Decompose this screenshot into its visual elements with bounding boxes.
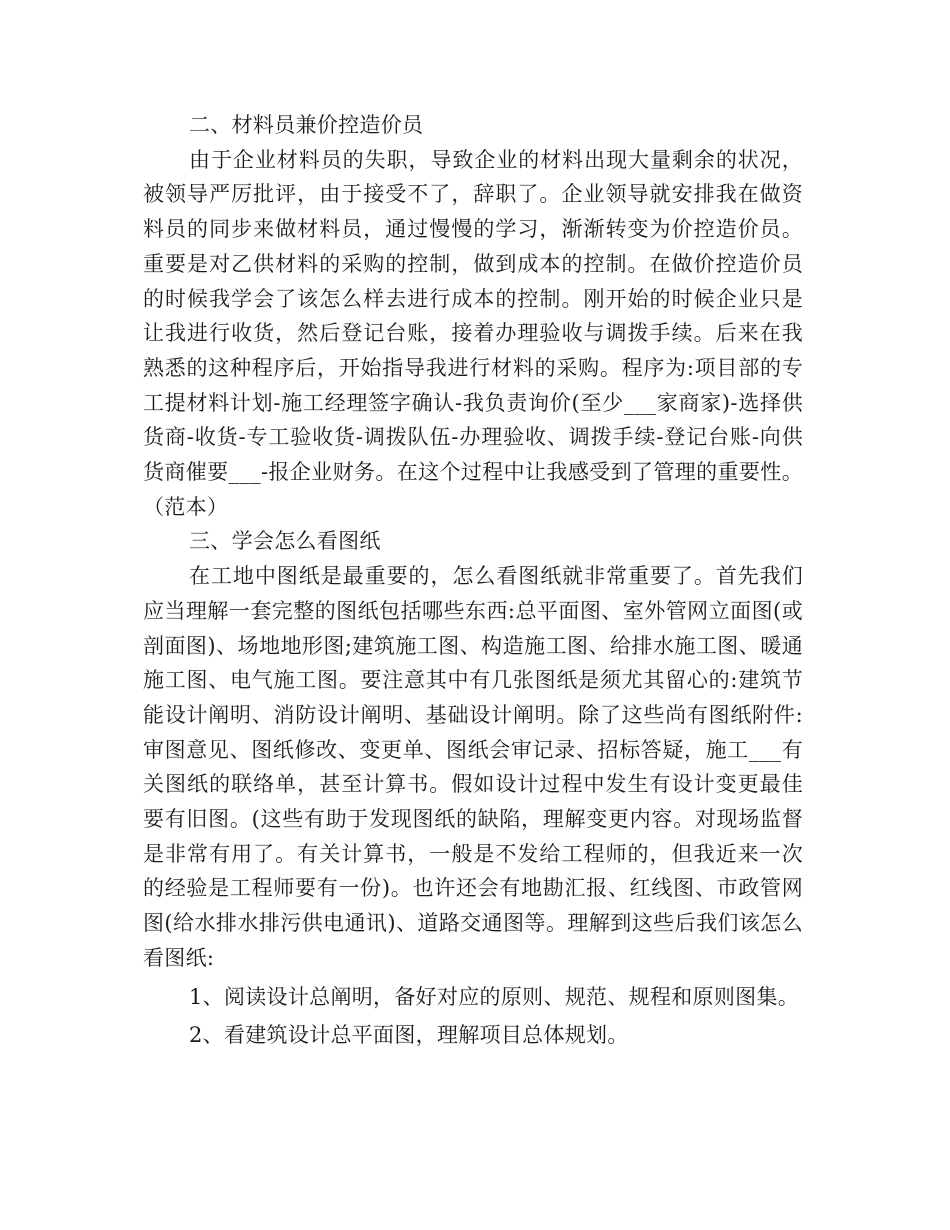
section-paragraph-materials: 由于企业材料员的失职，导致企业的材料出现大量剩余的状况，被领导严厉批评，由于接受不了，辞职了。企业领导就安排我在做资料员的同步来做材料员，通过慢慢的学习，渐渐转变为价控造价员。重要是对乙供材料的采购的控制，做到成本的控制。在做价控造价员的时候我学会了该怎么样去进行成本的控制。刚开始的时候企业只是让我进行收货，然后登记台账，接着办理验收与调拨手续。后来在我熟悉的这种程序后，开始指导我进行材料的采购。程序为:项目部的专工提材料计划-施工经理签字确认-我负责询价(至少___家商家)-选择供货商-收货-专工验收货-调拨队伍-办理验收、调拨手续-登记台账-向供货商催要___-报企业财务。在这个过程中让我感受到了管理的重要性。（范本） [143,147,803,519]
drawing-steps-list [143,980,803,1053]
section-paragraph-drawings: 在工地中图纸是最重要的，怎么看图纸就非常重要了。首先我们应当理解一套完整的图纸包括哪些东西:总平面图、室外管网立面图(或剖面图)、场地地形图;建筑施工图、构造施工图、给排水施工图、暖通施工图、电气施工图。要注意其中有几张图纸是须尤其留心的:建筑节能设计阐明、消防设计阐明、基础设计阐明。除了这些尚有图纸附件:审图意见、图纸修改、变更单、图纸会审记录、招标答疑，施工___有关图纸的联络单，甚至计算书。假如设计过程中发生有设计变更最佳要有旧图。(这些有助于发现图纸的缺陷，理解变更内容。对现场监督是非常有用了。有关计算书，一般是不发给工程师的，但我近来一次的经验是工程师要有一份)。也许还会有地勘汇报、红线图、市政管网图(给水排水排污供电通讯)、道路交通图等。理解到这些后我们该怎么看图纸: [143,564,803,970]
list-item: 2、看建筑设计总平面图，理解项目总体规划。 [189,1023,629,1048]
document-body [143,108,803,1057]
section-heading-drawings: 三、学会怎么看图纸 [189,529,381,554]
section-heading-materials: 二、材料员兼价控造价员 [189,113,424,137]
list-item: 1、阅读设计总阐明，备好对应的原则、规范、规程和原则图集。 [189,984,800,1009]
